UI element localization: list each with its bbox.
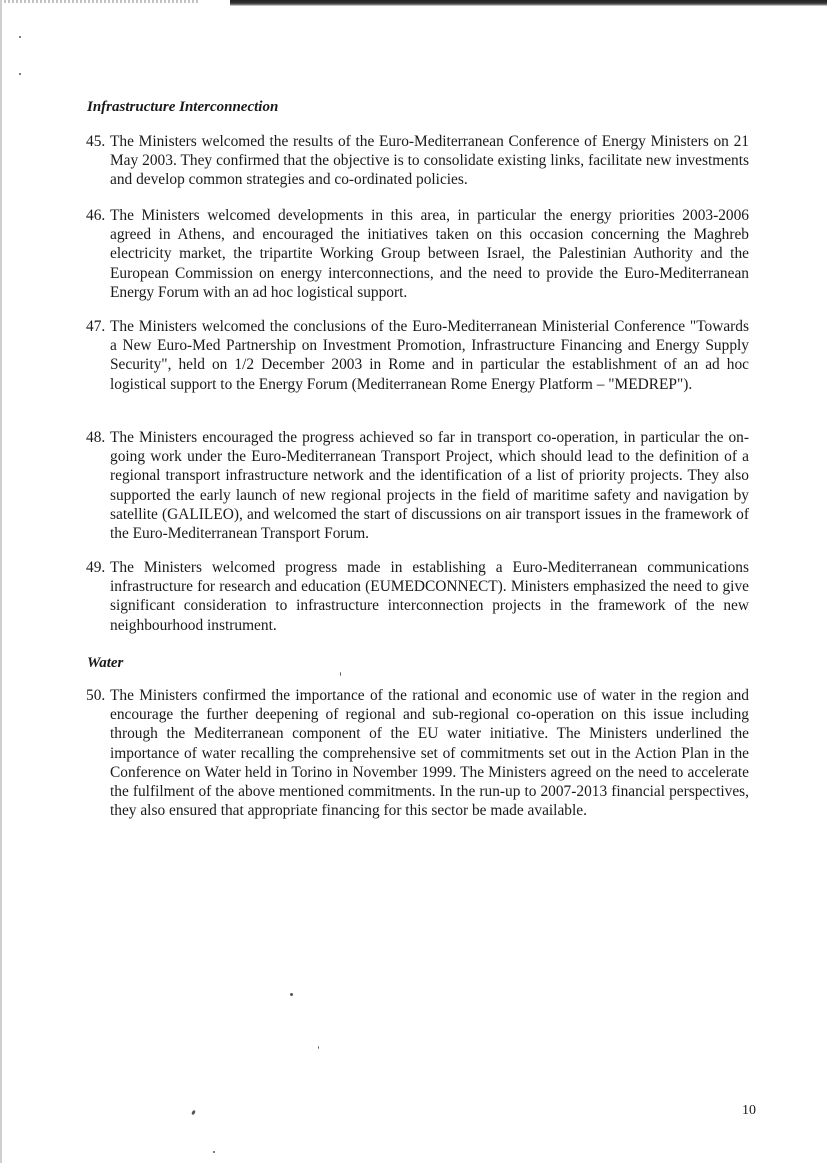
section-heading-water: Water bbox=[87, 655, 124, 671]
scan-speck bbox=[19, 73, 21, 75]
paragraph-48 bbox=[86, 428, 749, 543]
scan-speck bbox=[318, 1046, 319, 1049]
paragraph-text: The Ministers welcomed the conclusions of the Euro-Mediterranean Ministerial Conference "Towards a New Euro-Med Partnership on Investment Promotion, Infrastructure Financing and Energy Supply Security", held on 1/2 December 2003 in Rome and in particular the establishment of an ad hoc logistical support to the Energy Forum (Mediterranean Rome Energy Platform – "MEDREP"). bbox=[110, 318, 749, 393]
paragraph-number: 46. bbox=[86, 207, 106, 224]
paragraph-number: 49. bbox=[86, 559, 106, 576]
paragraph-47 bbox=[86, 317, 749, 394]
paragraph-text: The Ministers welcomed progress made in establishing a Euro-Mediterranean communications infrastructure for research and education (EUMEDCONNECT). Ministers emphasized the need to give significant consideration to infrastructure interconnection projects in the framework of the new neighbourhood instrument. bbox=[110, 559, 749, 634]
scan-speck bbox=[340, 672, 341, 676]
section-heading-infrastructure: Infrastructure Interconnection bbox=[87, 99, 279, 115]
paragraph-50 bbox=[86, 686, 749, 820]
paragraph-text: The Ministers welcomed the results of the Euro-Mediterranean Conference of Energy Ministers on 21 May 2003. They confirmed that the objective is to consolidate existing links, facilitate new investments and develop common strategies and co-ordinated policies. bbox=[110, 133, 749, 189]
paragraph-45 bbox=[86, 132, 749, 190]
scan-artifact-top bbox=[230, 0, 827, 6]
scan-speck bbox=[19, 36, 21, 38]
scan-artifact-left bbox=[0, 0, 2, 1163]
scan-speck bbox=[191, 1110, 196, 1116]
scan-speck bbox=[213, 1151, 215, 1153]
paragraph-number: 45. bbox=[86, 133, 106, 150]
paragraph-49 bbox=[86, 558, 749, 635]
paragraph-46 bbox=[86, 206, 749, 302]
page-number: 10 bbox=[742, 1103, 756, 1118]
scan-speck bbox=[290, 993, 293, 996]
paragraph-text: The Ministers welcomed developments in this area, in particular the energy priorities 2003-2006 agreed in Athens, and encouraged the initiatives taken on this occasion concerning the Maghreb electricity market, the tripartite Working Group between Israel, the Palestinian Authority and the European Commission on energy interconnections, and the need to provide the Euro-Mediterranean Energy Forum with an ad hoc logistical support. bbox=[110, 207, 749, 301]
scan-artifact-top-left bbox=[0, 0, 200, 3]
paragraph-number: 50. bbox=[86, 687, 106, 704]
paragraph-text: The Ministers confirmed the importance of the rational and economic use of water in the region and encourage the further deepening of regional and sub-regional co-operation on this issue including through the Mediterranean component of the EU water initiative. The Ministers underlined the importance of water recalling the comprehensive set of commitments set out in the Action Plan in the Conference on Water held in Torino in November 1999. The Ministers agreed on the need to accelerate the fulfilment of the above mentioned commitments. In the run-up to 2007-2013 financial perspectives, they also ensured that appropriate financing for this sector be made available. bbox=[110, 687, 749, 820]
paragraph-number: 48. bbox=[86, 429, 106, 446]
paragraph-text: The Ministers encouraged the progress achieved so far in transport co-operation, in particular the on-going work under the Euro-Mediterranean Transport Project, which should lead to the definition of a regional transport infrastructure network and the identification of a list of priority projects. They also supported the early launch of new regional projects in the field of maritime safety and navigation by satellite (GALILEO), and welcomed the start of discussions on air transport issues in the framework of the Euro-Mediterranean Transport Forum. bbox=[110, 429, 749, 543]
paragraph-number: 47. bbox=[86, 318, 106, 335]
